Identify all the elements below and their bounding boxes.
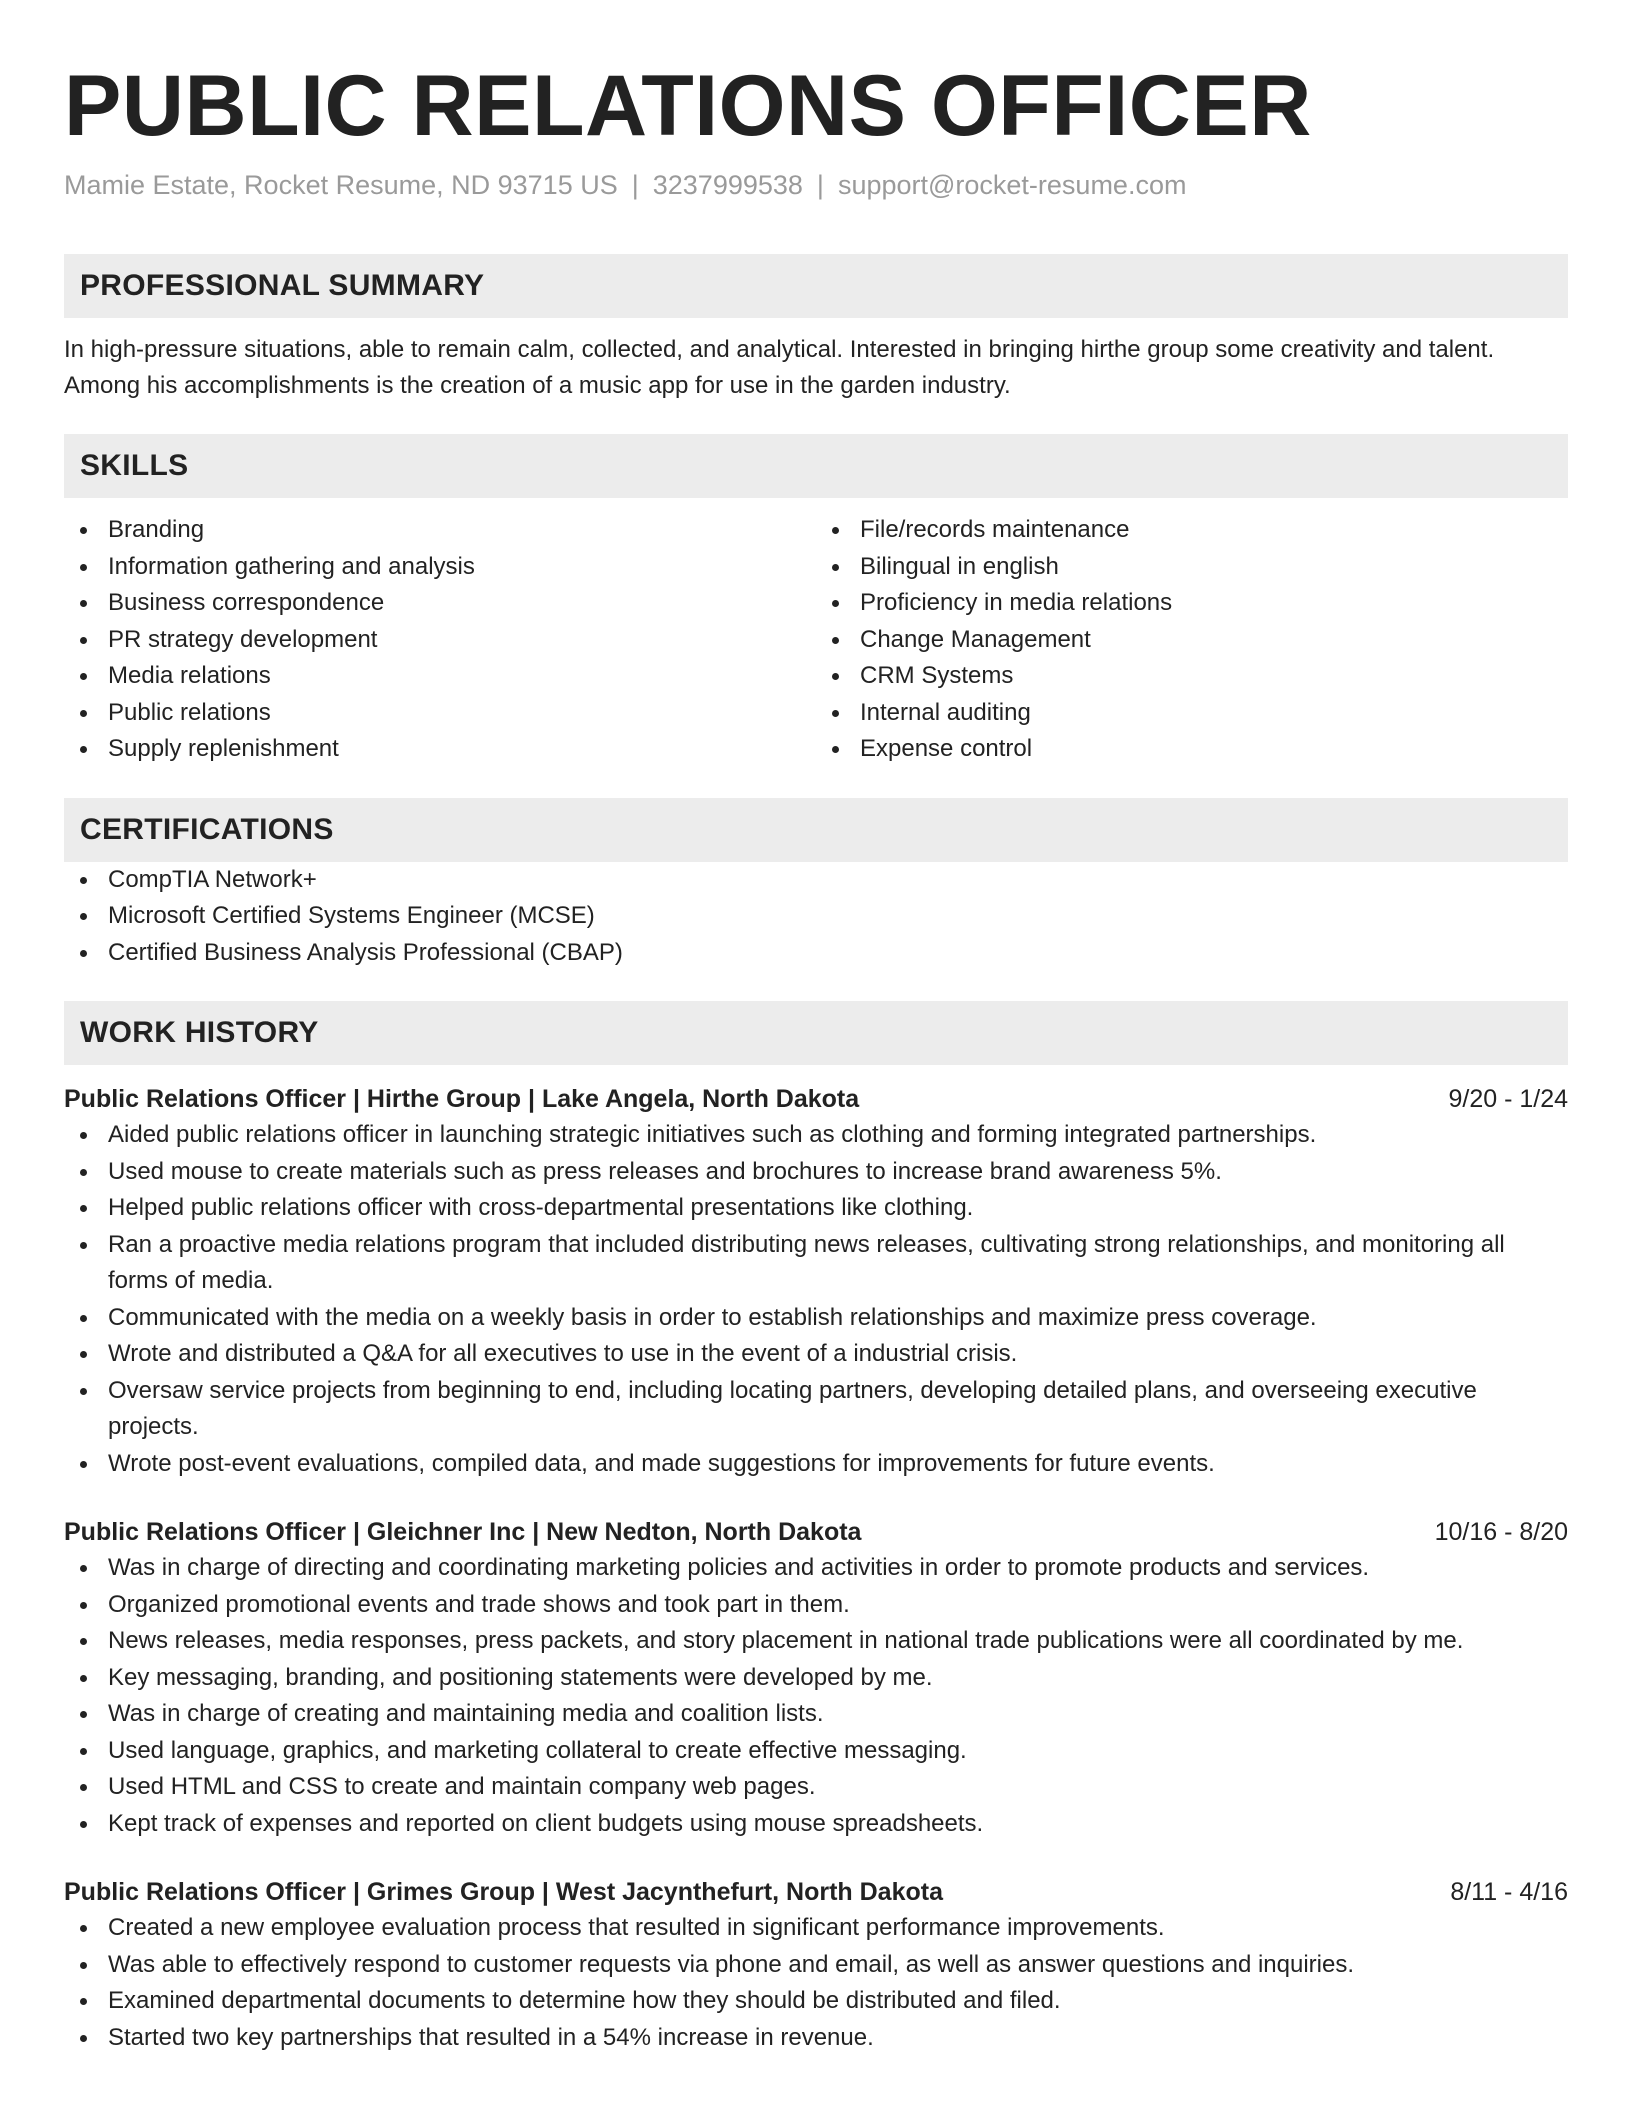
job-dates: 9/20 - 1/24 (1448, 1085, 1568, 1113)
job-title: Public Relations Officer | Hirthe Group | Lake Angela, North Dakota (64, 1085, 860, 1113)
job-title-row (64, 1081, 1568, 1117)
skills-list-right (816, 512, 1568, 768)
job-bullet: Aided public relations officer in launching strategic initiatives such as clothing and forming integrated partnerships. (64, 1117, 1568, 1154)
contact-separator: | (631, 170, 639, 200)
job-bullet: News releases, media responses, press packets, and story placement in national trade publications were all coordinated by me. (64, 1623, 1568, 1660)
contact-phone: 3237999538 (652, 170, 803, 200)
skill-item: Branding (64, 512, 816, 549)
skill-item: Supply replenishment (64, 731, 816, 768)
skills-grid (64, 512, 1568, 768)
job-title-row (64, 1514, 1568, 1550)
skill-item: Bilingual in english (816, 549, 1568, 586)
job-bullet: Wrote post-event evaluations, compiled data, and made suggestions for improvements for future events. (64, 1446, 1568, 1483)
job-bullet: Examined departmental documents to determine how they should be distributed and filed. (64, 1983, 1568, 2020)
certification-item: Certified Business Analysis Professional (CBAP) (64, 935, 1568, 972)
job-bullet: Was in charge of directing and coordinating marketing policies and activities in order to promote products and services. (64, 1550, 1568, 1587)
skill-item: Business correspondence (64, 585, 816, 622)
skill-item: Expense control (816, 731, 1568, 768)
skill-item: File/records maintenance (816, 512, 1568, 549)
contact-separator: | (816, 170, 824, 200)
contact-line (64, 168, 1568, 202)
summary-text: In high-pressure situations, able to remain calm, collected, and analytical. Interested in bringing hirthe group some creativity and talent. Among his accomplishments is the creation of a music app for use in the garden industry. (64, 336, 1495, 399)
job-bullet-list (64, 1550, 1568, 1842)
certification-item: Microsoft Certified Systems Engineer (MCSE) (64, 898, 1568, 935)
contact-email: support@rocket-resume.com (837, 170, 1187, 200)
skills-list-left (64, 512, 816, 768)
certification-item: CompTIA Network+ (64, 862, 1568, 899)
job-bullet: Kept track of expenses and reported on client budgets using mouse spreadsheets. (64, 1806, 1568, 1843)
job-bullet: Wrote and distributed a Q&A for all executives to use in the event of a industrial crisis. (64, 1336, 1568, 1373)
skill-item: Media relations (64, 658, 816, 695)
job-bullet: Organized promotional events and trade shows and took part in them. (64, 1587, 1568, 1624)
resume-title: PUBLIC RELATIONS OFFICER (64, 58, 1312, 154)
skill-item: Internal auditing (816, 695, 1568, 732)
certifications-list (64, 862, 1568, 972)
job-bullet: Used language, graphics, and marketing collateral to create effective messaging. (64, 1733, 1568, 1770)
skill-item: PR strategy development (64, 622, 816, 659)
skill-item: CRM Systems (816, 658, 1568, 695)
section-heading-summary: PROFESSIONAL SUMMARY (64, 254, 1568, 318)
job-title: Public Relations Officer | Grimes Group | West Jacynthefurt, North Dakota (64, 1878, 943, 1906)
job-entry (64, 1514, 1568, 1842)
job-dates: 8/11 - 4/16 (1450, 1878, 1568, 1906)
job-bullet: Helped public relations officer with cross-departmental presentations like clothing. (64, 1190, 1568, 1227)
job-bullet-list (64, 1117, 1568, 1482)
skill-item: Change Management (816, 622, 1568, 659)
skills-column-right (816, 512, 1568, 768)
job-bullet-list (64, 1910, 1568, 2056)
job-dates: 10/16 - 8/20 (1434, 1518, 1568, 1546)
section-heading-skills: SKILLS (64, 434, 1568, 498)
job-bullet: Was in charge of creating and maintaining media and coalition lists. (64, 1696, 1568, 1733)
section-heading-certifications: CERTIFICATIONS (64, 798, 1568, 862)
job-bullet: Used mouse to create materials such as press releases and brochures to increase brand awareness 5%. (64, 1154, 1568, 1191)
job-bullet: Communicated with the media on a weekly basis in order to establish relationships and maximize press coverage. (64, 1300, 1568, 1337)
job-title: Public Relations Officer | Gleichner Inc | New Nedton, North Dakota (64, 1518, 862, 1546)
contact-address: Mamie Estate, Rocket Resume, ND 93715 US (64, 170, 618, 200)
job-title-row (64, 1874, 1568, 1910)
job-bullet: Was able to effectively respond to customer requests via phone and email, as well as answer questions and inquiries. (64, 1947, 1568, 1984)
job-bullet: Key messaging, branding, and positioning statements were developed by me. (64, 1660, 1568, 1697)
job-entry (64, 1081, 1568, 1482)
job-entry (64, 1874, 1568, 2056)
skill-item: Information gathering and analysis (64, 549, 816, 586)
skill-item: Proficiency in media relations (816, 585, 1568, 622)
section-heading-work-history: WORK HISTORY (64, 1001, 1568, 1065)
job-bullet: Created a new employee evaluation process that resulted in significant performance improvements. (64, 1910, 1568, 1947)
job-bullet: Ran a proactive media relations program that included distributing news releases, cultivating strong relationships, and monitoring all forms of media. (64, 1227, 1568, 1300)
job-bullet: Used HTML and CSS to create and maintain company web pages. (64, 1769, 1568, 1806)
skill-item: Public relations (64, 695, 816, 732)
job-bullet: Oversaw service projects from beginning to end, including locating partners, developing detailed plans, and overseeing executive projects. (64, 1373, 1568, 1446)
skills-column-left (64, 512, 816, 768)
job-bullet: Started two key partnerships that resulted in a 54% increase in revenue. (64, 2020, 1568, 2057)
